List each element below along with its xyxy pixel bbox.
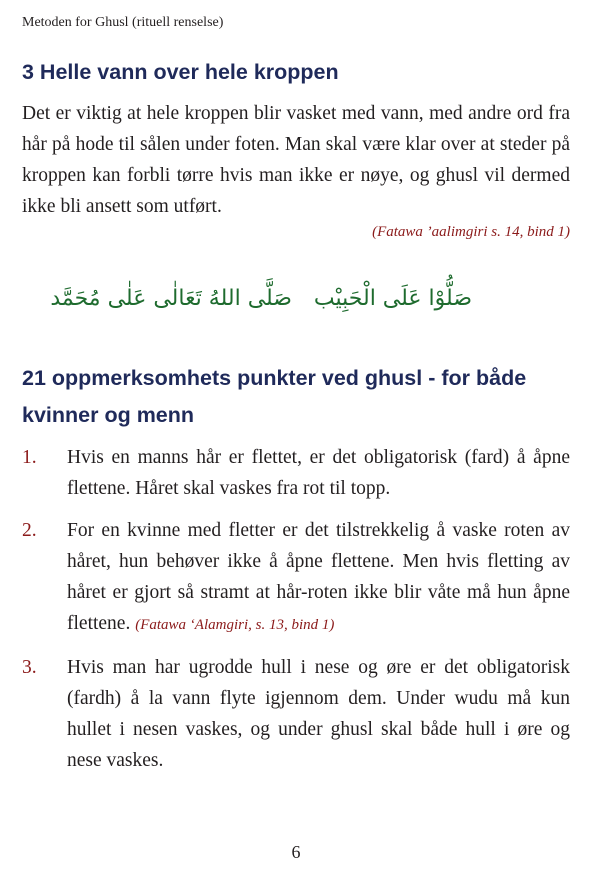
list-item — [22, 515, 570, 641]
list-item-number: 3. — [22, 657, 37, 678]
list-item-text — [67, 652, 570, 776]
list-item-body: Hvis man har ugrodde hull i nese og øre er det obligatorisk (fardh) å la vann flyte igjennom dem. Under wudu må kun hullet i nesen vaskes, og under ghusl skal både hull i øre og nese vaskes. — [67, 657, 570, 771]
list-item-number: 2. — [22, 520, 37, 541]
list-item-citation: (Fatawa ‘Alamgiri, s. 13, bind 1) — [135, 617, 335, 633]
list-item-number: 1. — [22, 447, 37, 468]
salawat-row — [0, 278, 592, 328]
salawat-phrase-left: صَلَّى اللهُ تَعَالٰى عَلٰى مُحَمَّد — [50, 286, 292, 311]
list-item-text — [67, 442, 570, 504]
page-number: 6 — [291, 842, 301, 862]
salawat-phrase-right: صَلُّوْا عَلَى الْحَبِيْب — [313, 286, 472, 311]
list-item-body: For en kvinne med fletter er det tilstrekkelig å vaske roten av håret, hun behøver ikke å åpne flettene. Men hvis fletting av håret er gjort så stramt at hår-roten ikke blir våte må hun åpne flettene. — [67, 520, 570, 634]
section-body: Det er viktig at hele kroppen blir vasket med vann, med andre ord fra hår på hode til sålen under foten. Man skal være klar over at steder på kroppen kan forbli tørre hvis man ikke er nøye, og ghusl vil dermed ikke bli ansett som utført. — [22, 103, 570, 217]
section-citation: (Fatawa ’aalimgiri s. 14, bind 1) — [372, 224, 570, 240]
running-header: Metoden for Ghusl (rituell renselse) — [22, 15, 224, 30]
list-heading: 21 oppmerksomhets punkter ved ghusl - for både kvinner og menn — [22, 366, 527, 427]
list-item-text — [67, 515, 570, 641]
list-item — [22, 442, 570, 504]
list-item — [22, 652, 570, 776]
section-heading: 3 Helle vann over hele kroppen — [22, 60, 339, 84]
list-item-body: Hvis en manns hår er flettet, er det obligatorisk (fard) å åpne flettene. Håret skal vaskes fra rot til topp. — [67, 447, 570, 499]
